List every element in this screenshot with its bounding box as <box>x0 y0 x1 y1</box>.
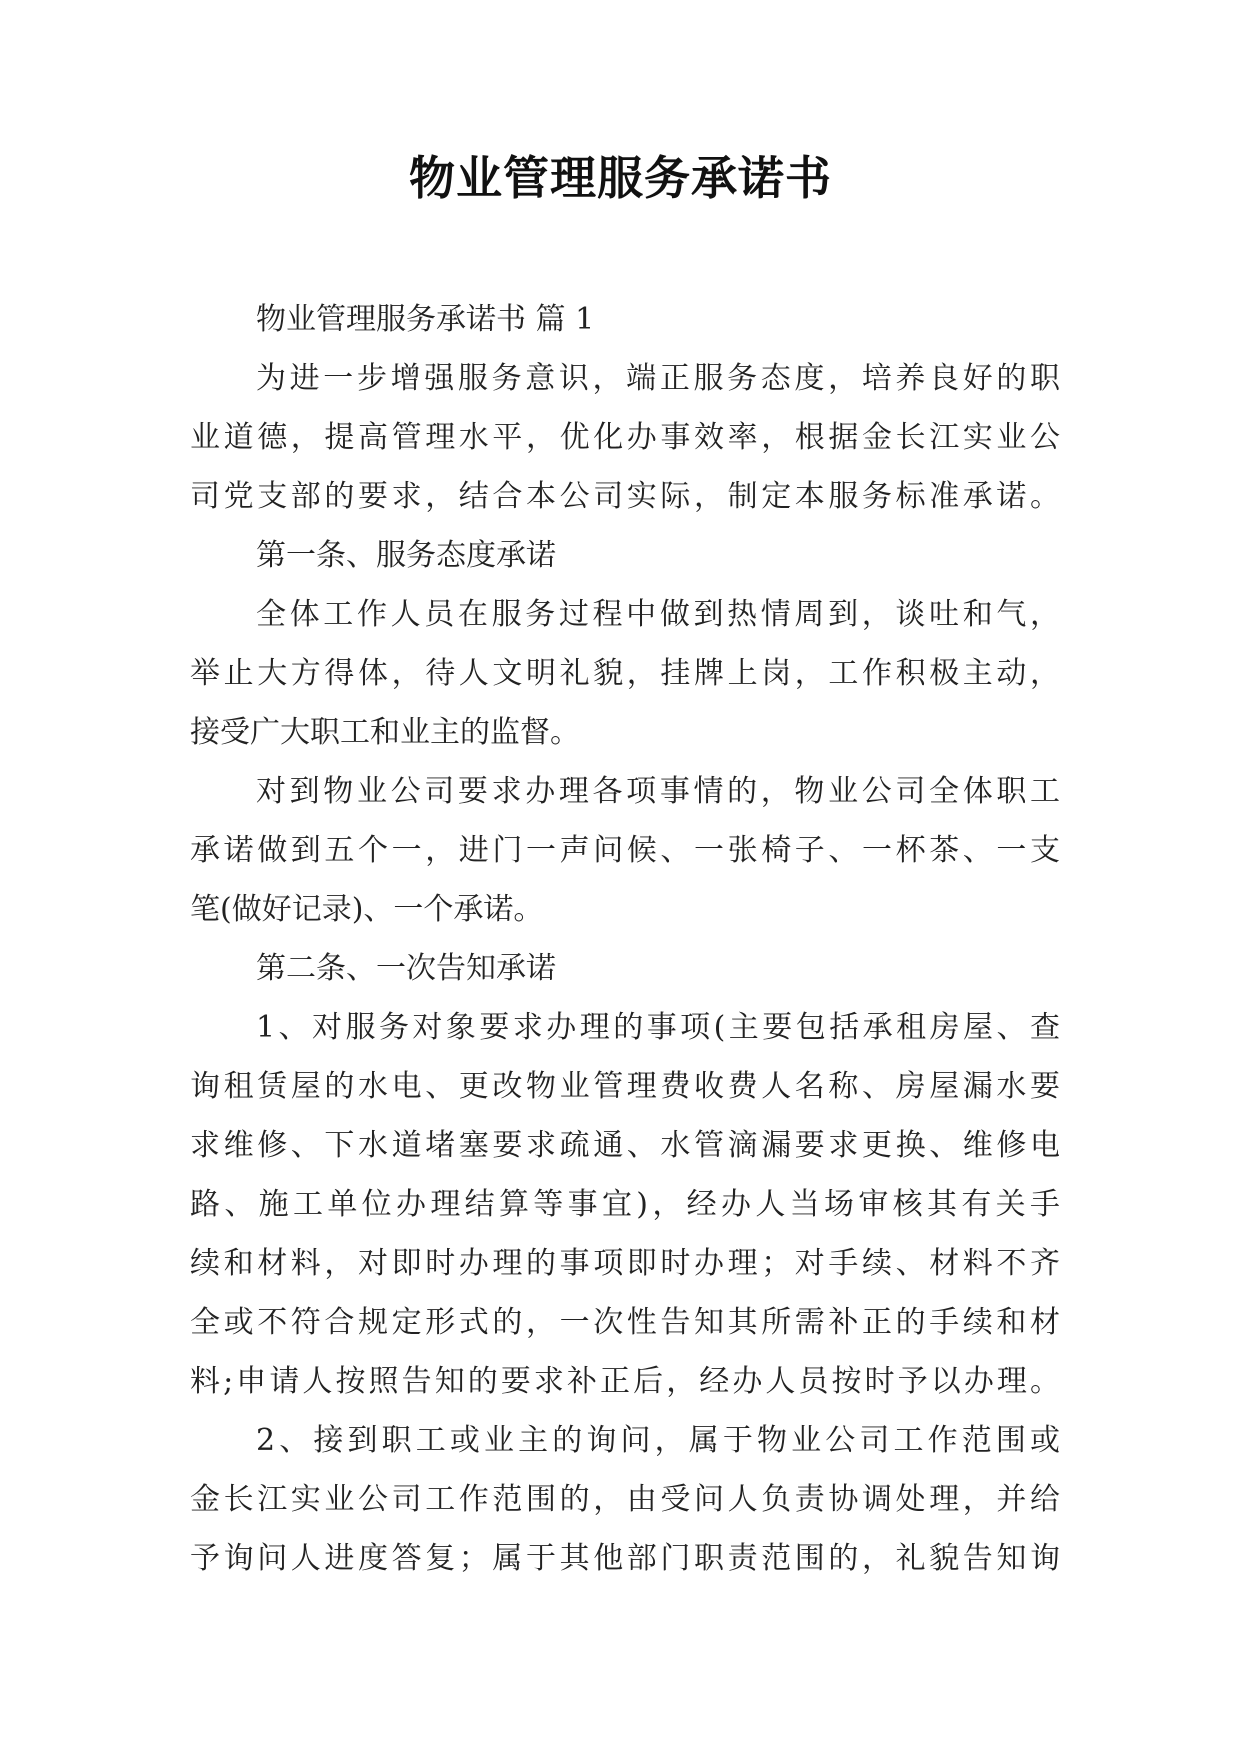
paragraph-line: 予询问人进度答复；属于其他部门职责范围的，礼貌告知询 <box>190 1541 1060 1576</box>
section-heading: 物业管理服务承诺书 篇 1 <box>256 302 595 337</box>
article-heading: 第一条、服务态度承诺 <box>256 538 556 573</box>
paragraph-line: 业道德，提高管理水平，优化办事效率，根据金长江实业公 <box>190 420 1060 455</box>
paragraph-line: 全体工作人员在服务过程中做到热情周到，谈吐和气， <box>256 597 1060 632</box>
paragraph-line: 笔(做好记录)、一个承诺。 <box>190 892 544 927</box>
paragraph-line: 全或不符合规定形式的，一次性告知其所需补正的手续和材 <box>190 1305 1060 1340</box>
paragraph-line: 对到物业公司要求办理各项事情的，物业公司全体职工 <box>256 774 1060 809</box>
document-title: 物业管理服务承诺书 <box>409 151 832 205</box>
paragraph-line: 金长江实业公司工作范围的，由受问人负责协调处理，并给 <box>190 1482 1060 1517</box>
paragraph-line: 求维修、下水道堵塞要求疏通、水管滴漏要求更换、维修电 <box>190 1128 1060 1163</box>
paragraph-line: 路、施工单位办理结算等事宜)，经办人当场审核其有关手 <box>190 1187 1060 1222</box>
paragraph-line: 2、接到职工或业主的询问，属于物业公司工作范围或 <box>256 1423 1060 1458</box>
paragraph-line: 续和材料，对即时办理的事项即时办理；对手续、材料不齐 <box>190 1246 1060 1281</box>
paragraph-line: 料;申请人按照告知的要求补正后，经办人员按时予以办理。 <box>190 1364 1060 1399</box>
article-heading: 第二条、一次告知承诺 <box>256 951 556 986</box>
paragraph-line: 司党支部的要求，结合本公司实际，制定本服务标准承诺。 <box>190 479 1060 514</box>
paragraph-line: 为进一步增强服务意识，端正服务态度，培养良好的职 <box>256 361 1060 396</box>
paragraph-line: 询租赁屋的水电、更改物业管理费收费人名称、房屋漏水要 <box>190 1069 1060 1104</box>
paragraph-line: 1、对服务对象要求办理的事项(主要包括承租房屋、查 <box>256 1010 1060 1045</box>
paragraph-line: 举止大方得体，待人文明礼貌，挂牌上岗，工作积极主动， <box>190 656 1060 691</box>
paragraph-line: 承诺做到五个一，进门一声问候、一张椅子、一杯茶、一支 <box>190 833 1060 868</box>
paragraph-line: 接受广大职工和业主的监督。 <box>190 715 580 750</box>
document-body <box>190 290 1060 1588</box>
